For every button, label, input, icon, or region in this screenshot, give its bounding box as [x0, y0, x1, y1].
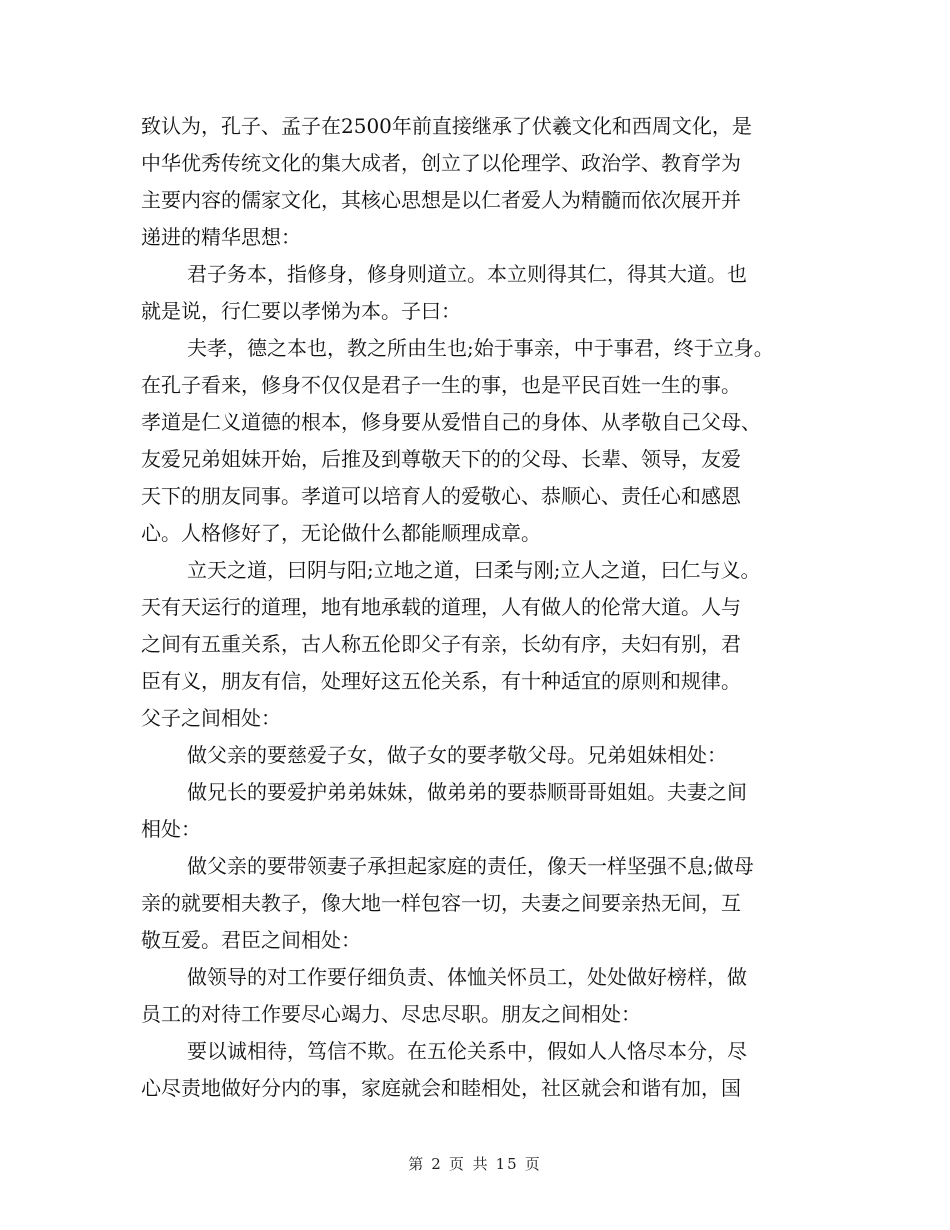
text-line: 在孔子看来，修身不仅仅是君子一生的事，也是平民百姓一生的事。: [141, 373, 741, 397]
text-line: 做父亲的要带领妻子承担起家庭的责任，像天一样坚强不息;做母: [187, 854, 754, 878]
text-line: 夫孝，德之本也，教之所由生也;始于事亲，中于事君，终于立身。: [187, 336, 774, 360]
text-line: 立天之道，曰阴与阳;立地之道，曰柔与刚;立人之道，曰仁与义。: [187, 558, 761, 582]
text-line: 天有天运行的道理，地有地承载的道理，人有做人的伦常大道。人与: [141, 595, 741, 619]
text-line: 父子之间相处：: [141, 706, 281, 730]
text-line: 员工的对待工作要尽心竭力、尽忠尽职。朋友之间相处：: [141, 1002, 641, 1026]
text-line: 臣有义，朋友有信，处理好这五伦关系，有十种适宜的原则和规律。: [141, 669, 741, 693]
footer-prefix: 第: [408, 1155, 426, 1173]
text-line: 敬互爱。君臣之间相处：: [141, 928, 361, 952]
footer-middle: 页 共: [448, 1155, 490, 1173]
text-line: 就是说，行仁要以孝悌为本。子曰：: [141, 299, 461, 323]
text-line: 做兄长的要爱护弟弟妹妹，做弟弟的要恭顺哥哥姐姐。夫妻之间: [187, 780, 747, 804]
text-line: 致认为，孔子、孟子在2500年前直接继承了伏羲文化和西周文化，是: [141, 114, 752, 138]
text-line: 孝道是仁义道德的根本，修身要从爱惜自己的身体、从孝敬自己父母、: [141, 410, 761, 434]
text-line: 天下的朋友同事。孝道可以培育人的爱敬心、恭顺心、责任心和感恩: [141, 484, 741, 508]
text-line: 做父亲的要慈爱子女，做子女的要孝敬父母。兄弟姐妹相处：: [187, 743, 727, 767]
text-line: 君子务本，指修身，修身则道立。本立则得其仁，得其大道。也: [187, 262, 747, 286]
text-line: 心。人格修好了，无论做什么都能顺理成章。: [141, 521, 541, 545]
text-line: 要以诚相待，笃信不欺。在五伦关系中，假如人人恪尽本分，尽: [187, 1039, 747, 1063]
footer-page-number: 2: [431, 1155, 443, 1173]
text-line: 亲的就要相夫教子，像大地一样包容一切，夫妻之间要亲热无间，互: [141, 891, 741, 915]
text-line: 友爱兄弟姐妹开始，后推及到尊敬天下的的父母、长辈、领导，友爱: [141, 447, 741, 471]
text-line: 心尽责地做好分内的事，家庭就会和睦相处，社区就会和谐有加，国: [141, 1076, 741, 1100]
footer-total-pages: 15: [495, 1155, 519, 1173]
page-footer: [0, 1153, 950, 1174]
body-text: [141, 108, 821, 1107]
footer-suffix: 页: [524, 1155, 542, 1173]
text-line: 递进的精华思想：: [141, 225, 301, 249]
text-line: 之间有五重关系，古人称五伦即父子有亲，长幼有序，夫妇有别，君: [141, 632, 741, 656]
text-line: 做领导的对工作要仔细负责、体恤关怀员工，处处做好榜样，做: [187, 965, 747, 989]
text-line: 相处：: [141, 817, 201, 841]
text-line: 主要内容的儒家文化，其核心思想是以仁者爱人为精髓而依次展开并: [141, 188, 741, 212]
text-line: 中华优秀传统文化的集大成者，创立了以伦理学、政治学、教育学为: [141, 151, 741, 175]
